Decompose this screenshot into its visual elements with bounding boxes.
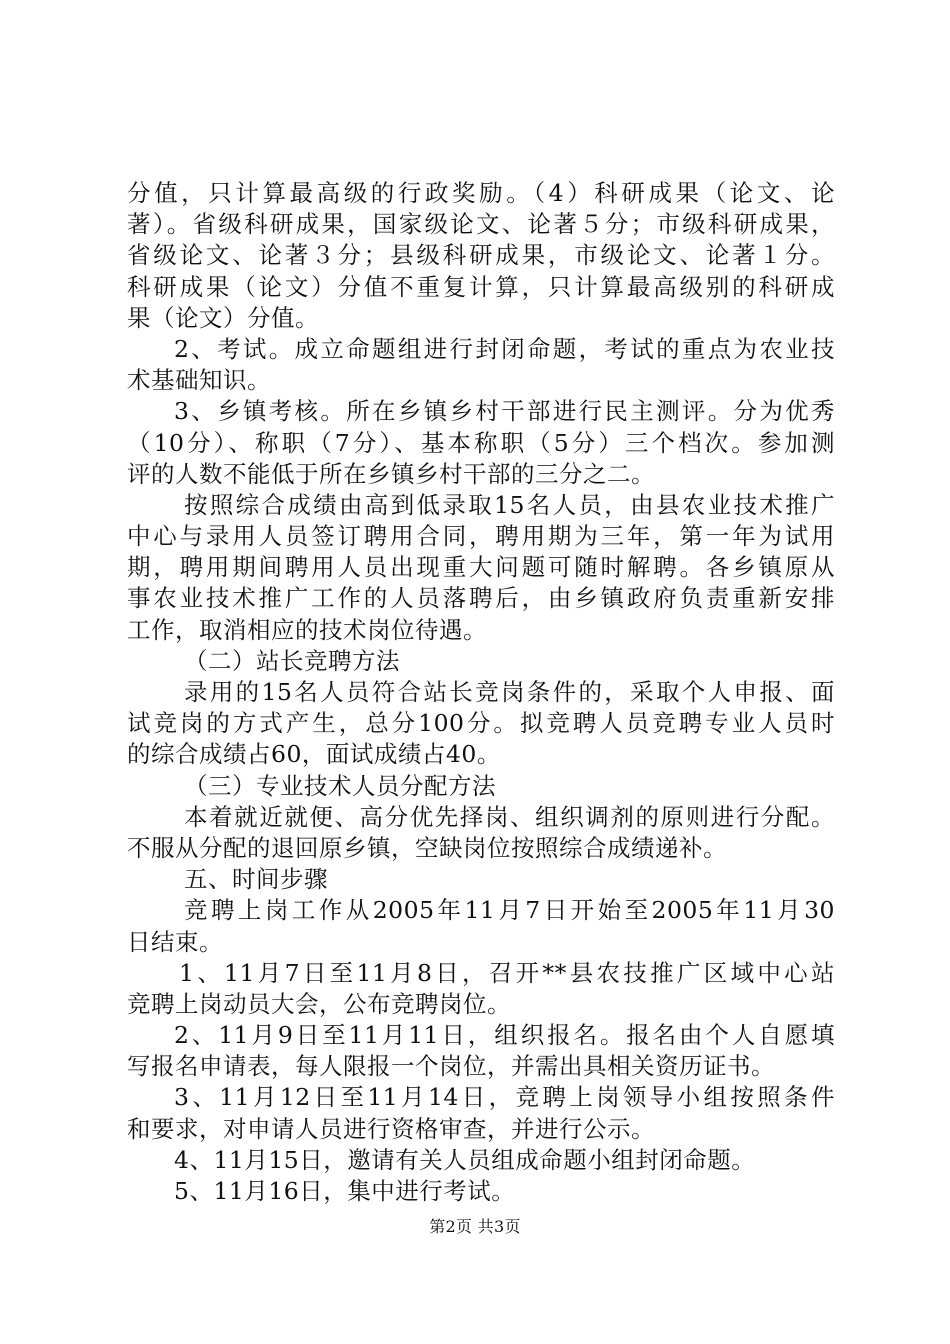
text-line: 4、11月15日，邀请有关人员组成命题小组封闭命题。: [174, 1145, 756, 1174]
text-line: 按照综合成绩由高到低录取15名人员，由县农业技术推广: [184, 490, 835, 519]
text-line: 写报名申请表，每人限报一个岗位，并需出具相关资历证书。: [127, 1052, 775, 1081]
section-heading: 五、时间步骤: [184, 865, 328, 894]
text-line: 省级论文、论著３分；县级科研成果，市级论文、论著１分。: [127, 241, 835, 270]
section-heading: （二）站长竞聘方法: [184, 646, 400, 675]
text-line: 3、11月12日至11月14日，竞聘上岗领导小组按照条件: [174, 1083, 835, 1112]
text-line: 分值，只计算最高级的行政奖励。（4）科研成果（论文、论: [127, 179, 835, 207]
text-line: 中心与录用人员签订聘用合同，聘用期为三年，第一年为试用: [127, 522, 835, 551]
text-line: 本着就近就便、高分优先择岗、组织调剂的原则进行分配。: [184, 802, 835, 831]
text-line: 竞聘上岗工作从2005年11月7日开始至2005年11月30: [184, 896, 835, 925]
text-line: 术基础知识。: [127, 366, 271, 395]
text-line: 的综合成绩占60，面试成绩占40。: [127, 740, 501, 769]
text-line: 事农业技术推广工作的人员落聘后，由乡镇政府负责重新安排: [127, 584, 835, 613]
text-line: 1、11月7日至11月8日，召开**县农技推广区域中心站: [179, 958, 835, 987]
text-line: 试竞岗的方式产生，总分100分。拟竞聘人员竞聘专业人员时: [127, 709, 835, 738]
page-number-footer: 第2页 共3页: [429, 1217, 521, 1236]
text-line: 期，聘用期间聘用人员出现重大问题可随时解聘。各乡镇原从: [127, 553, 835, 582]
text-line: 科研成果（论文）分值不重复计算，只计算最高级别的科研成: [127, 272, 835, 301]
text-line: 评的人数不能低于所在乡镇乡村干部的三分之二。: [127, 459, 655, 488]
text-line: 果（论文）分值。: [127, 303, 319, 332]
text-line: 2、11月9日至11月11日，组织报名。报名由个人自愿填: [174, 1021, 835, 1050]
text-line: 工作，取消相应的技术岗位待遇。: [127, 615, 487, 644]
document-body: [127, 178, 835, 1207]
text-line: 著）。省级科研成果，国家级论文、论著５分；市级科研成果，: [127, 210, 835, 239]
text-line: 2、考试。成立命题组进行封闭命题，考试的重点为农业技: [174, 334, 835, 363]
text-line: 5、11月16日，集中进行考试。: [174, 1177, 516, 1205]
text-line: 日结束。: [127, 927, 223, 956]
text-line: 3、乡镇考核。所在乡镇乡村干部进行民主测评。分为优秀: [174, 397, 835, 426]
text-line: 和要求，对申请人员进行资格审查，并进行公示。: [127, 1114, 655, 1143]
text-line: 录用的15名人员符合站长竞岗条件的，采取个人申报、面: [184, 678, 835, 706]
text-line: （10分）、称职（7分）、基本称职（5分）三个档次。参加测: [127, 428, 835, 457]
text-line: 不服从分配的退回原乡镇，空缺岗位按照综合成绩递补。: [127, 833, 727, 862]
text-line: 竞聘上岗动员大会，公布竞聘岗位。: [127, 989, 511, 1018]
section-heading: （三）专业技术人员分配方法: [184, 771, 496, 800]
